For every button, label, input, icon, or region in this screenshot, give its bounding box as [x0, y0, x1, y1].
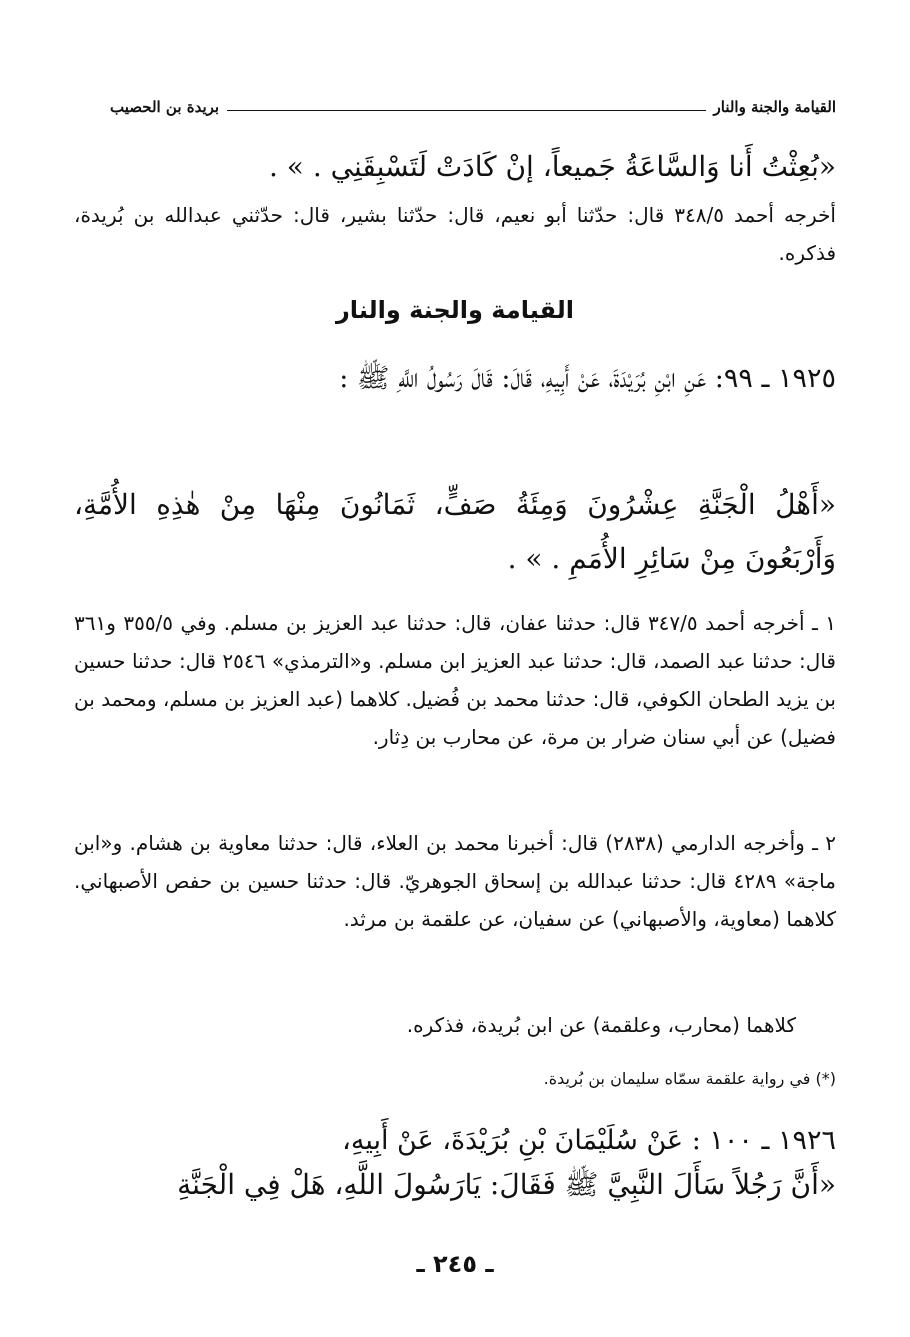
takhrij-conclusion: كلاهما (محارب، وعلقمة) عن ابن بُريدة، فذكره. [406, 1013, 796, 1037]
header-chapter-title: القيامة والجنة والنار [713, 98, 836, 116]
hadith-99-text: «أَهْلُ الْجَنَّةِ عِشْرُونَ وَمِئَةُ صَفٍّ، ثَمَانُونَ مِنْهَا مِنْ هٰذِهِ الأُمَّةِ، وَأَرْبَعُونَ مِنْ سَائِرِ الأُمَمِ . » . [74, 488, 836, 575]
hadith-100-heading: ١٩٢٦ ـ ١٠٠ : عَنْ سُلَيْمَانَ بْنِ بُرَيْدَةَ، عَنْ أَبِيهِ، [342, 1125, 836, 1156]
page-number: ـ ٢٤٥ ـ [416, 1250, 494, 1278]
running-header [110, 92, 836, 116]
header-rule [227, 110, 705, 111]
footnote: (*) في رواية علقمة سمّاه سليمان بن بُريدة. [543, 1069, 836, 1088]
header-companion-name: بريدة بن الحصيب [110, 98, 220, 116]
takhrij-note: أخرجه أحمد ٣٤٨/٥ قال: حدّثنا أبو نعيم، قال: حدّثنا بشير، قال: حدّثني عبدالله بن بُريدة، فذكره. [74, 203, 836, 265]
takhrij-note-1: ١ ـ أخرجه أحمد ٣٤٧/٥ قال: حدثنا عفان، قال: حدثنا عبد العزيز بن مسلم. وفي ٣٥٥/٥ و٣٦١ قال: حدثنا عبد الصمد، قال: حدثنا عبد العزيز ابن مسلم. و«الترمذي» ٢٥٤٦ قال: حدثنا حسين بن يزيد الطحان الكوفي، قال: حدثنا محمد بن فُضيل. كلاهما (عبد العزيز بن مسلم، ومحمد بن فضيل) عن أبي سنان ضرار بن مرة، عن محارب بن دِثار. [74, 611, 837, 749]
hadith-99-heading: ١٩٢٥ ـ ٩٩: عَنِ ابْنِ بُرَيْدَةَ، عَنْ أَبِيهِ، قَالَ: قَالَ رَسُولُ اللَّهِ ﷺ : [339, 363, 836, 394]
takhrij-note-2: ٢ ـ وأخرجه الدارمي (٢٨٣٨) قال: أخبرنا محمد بن العلاء، قال: حدثنا معاوية بن هشام. و«ابن ماجة» ٤٢٨٩ قال: حدثنا عبدالله بن إسحاق الجوهريّ. قال: حدثنا حسين بن حفص الأصبهاني. كلاهما (معاوية، والأصبهاني) عن سفيان، عن علقمة بن مرثد. [74, 831, 836, 931]
section-title: القيامة والجنة والنار [335, 296, 575, 324]
hadith-quote-end: «بُعِثْتُ أَنا وَالسَّاعَةُ جَميعاً، إنْ كَادَتْ لَتَسْبِقَنِي . » . [269, 150, 836, 183]
hadith-100-text: «أَنَّ رَجُلاً سَأَلَ النَّبِيَّ ﷺ فَقَالَ: يَارَسُولَ اللَّهِ، هَلْ فِي الْجَنَّةِ [177, 1168, 836, 1201]
